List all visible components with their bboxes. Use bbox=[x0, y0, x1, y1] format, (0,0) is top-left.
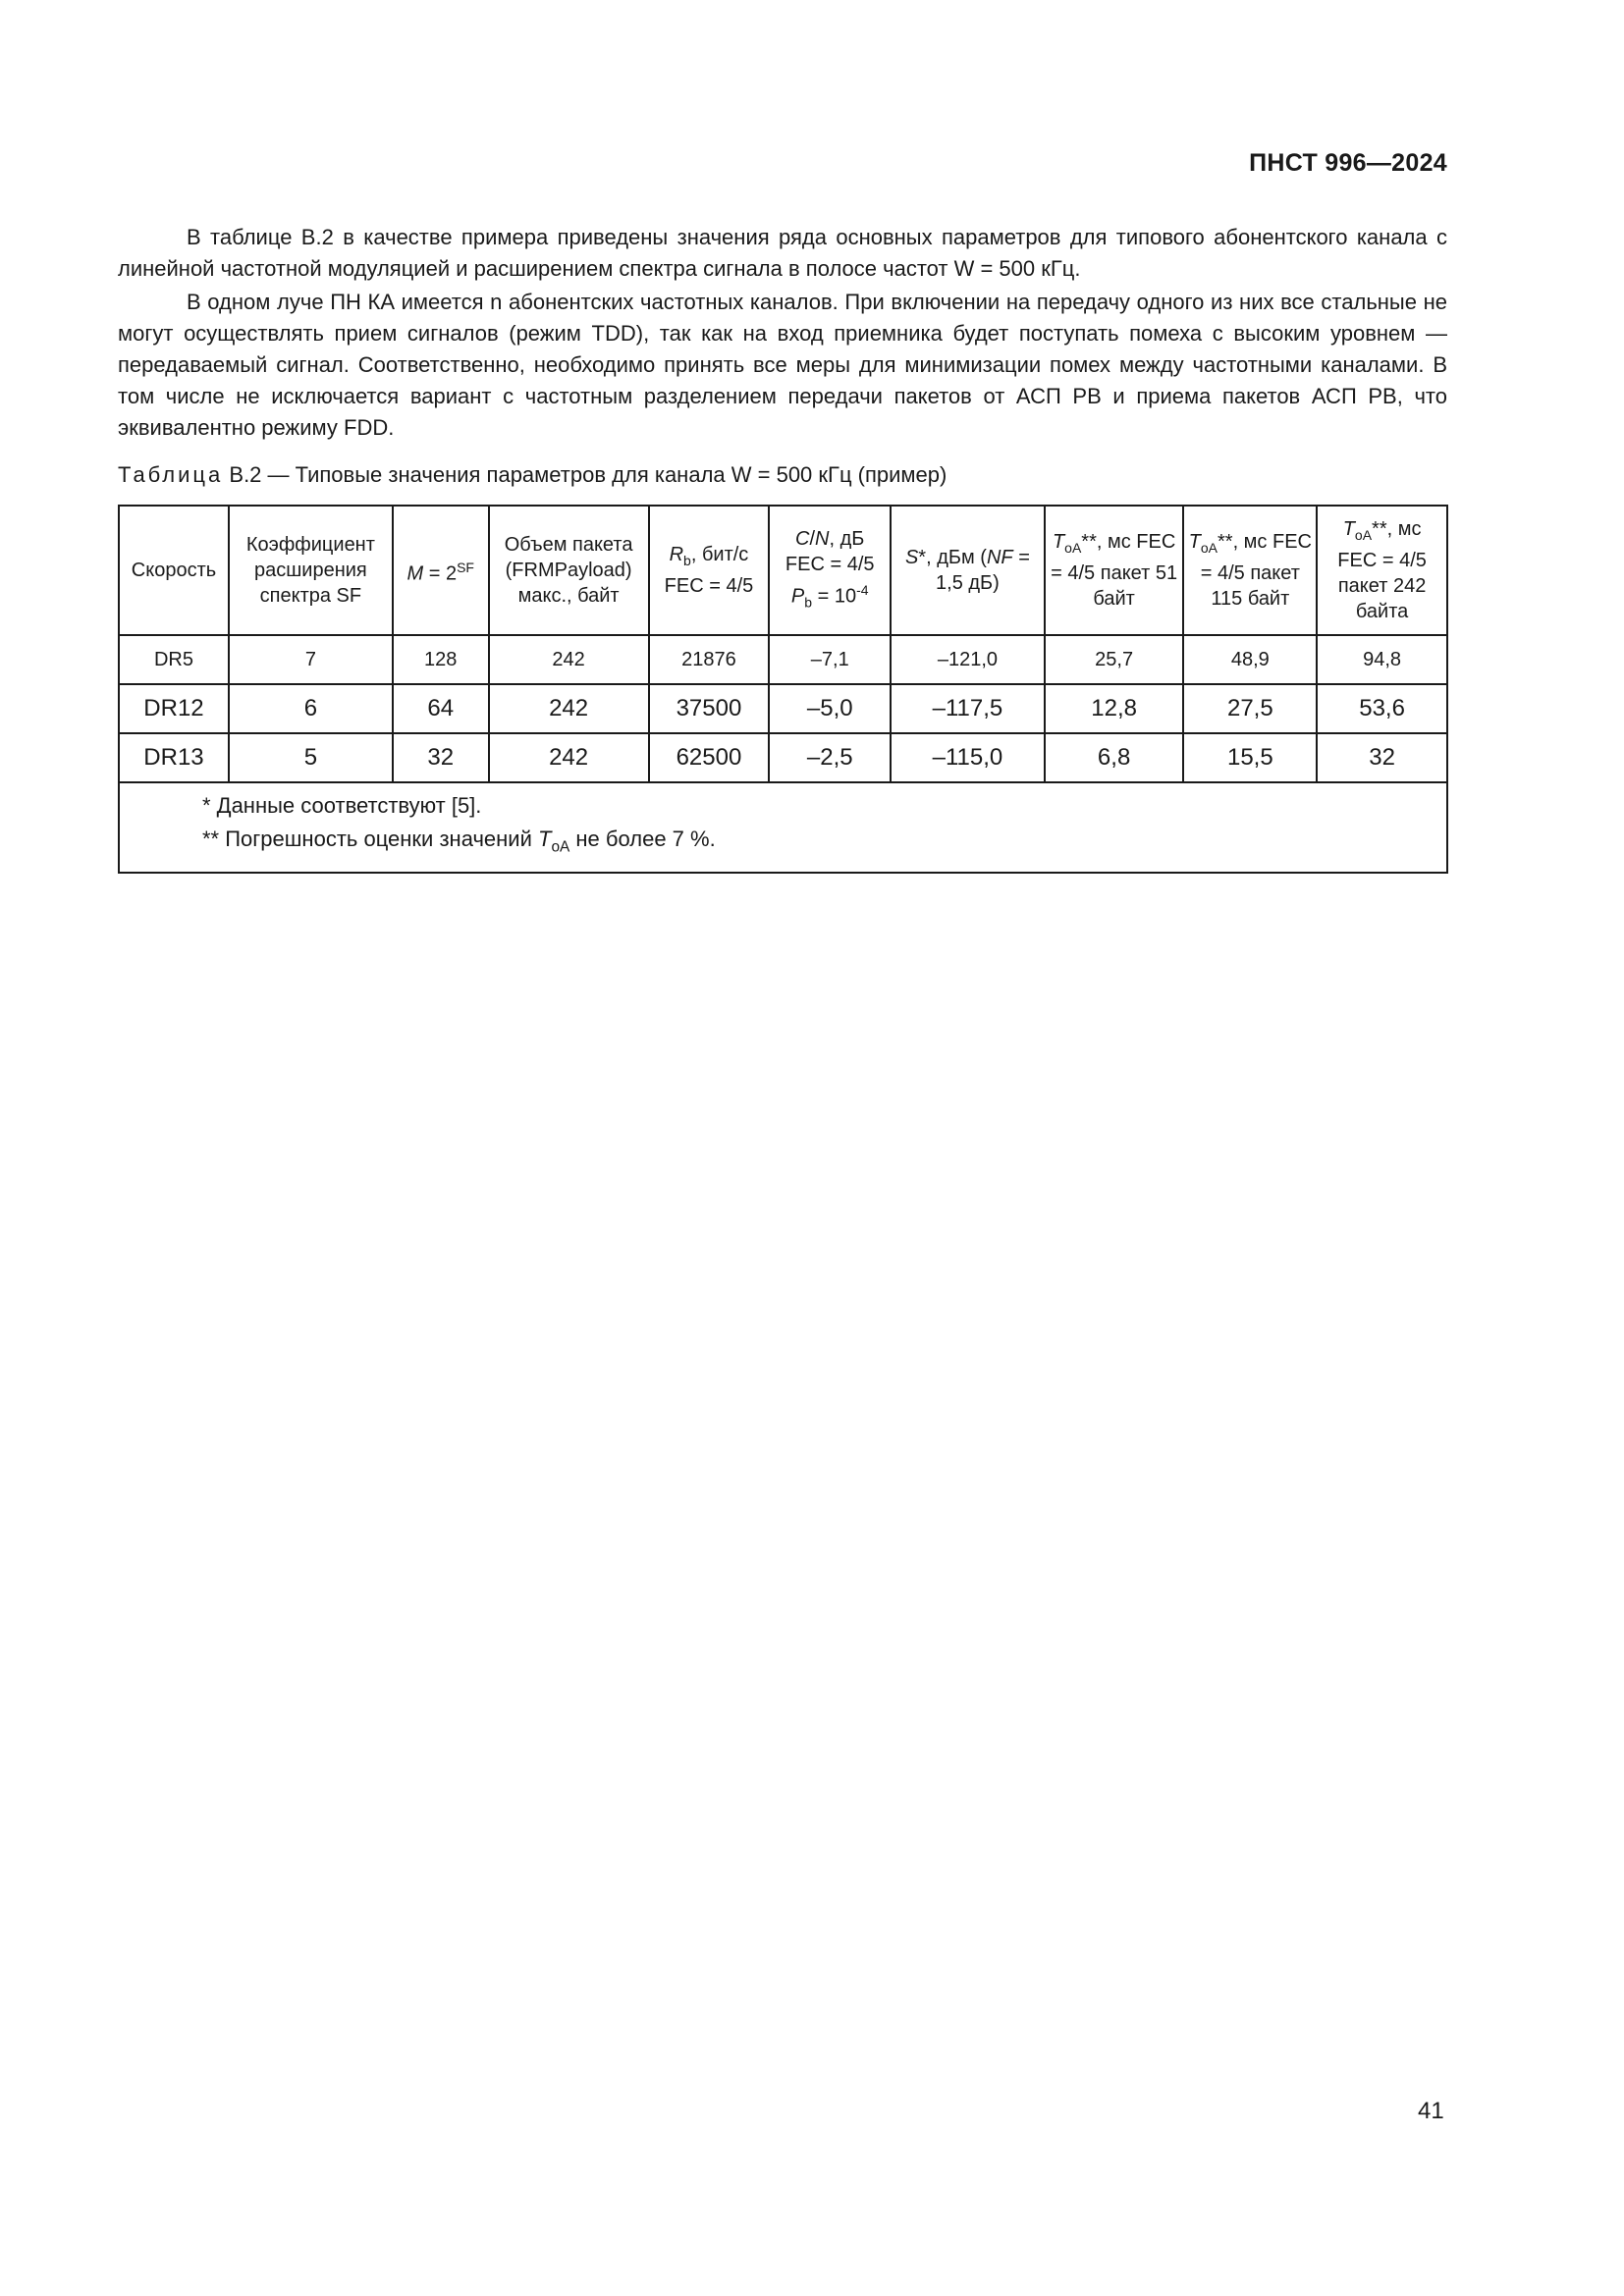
table-header-cell: $T_{oA}**$, мс FEC = 4/5 пакет 242 байта bbox=[1317, 506, 1447, 635]
table-header-cell: C/N, дБ FEC = 4/5 $P_b = 10^{-4}$ bbox=[769, 506, 891, 635]
table-row bbox=[119, 635, 1447, 684]
table-cell: 5 bbox=[229, 733, 393, 782]
table-cell: 21876 bbox=[649, 635, 770, 684]
table-cell: 94,8 bbox=[1317, 635, 1447, 684]
table-header-cell: Коэффициент расширения спектра SF bbox=[229, 506, 393, 635]
table-cell: 37500 bbox=[649, 684, 770, 733]
table-row bbox=[119, 684, 1447, 733]
document-code: ПНСТ 996—2024 bbox=[1249, 149, 1447, 177]
table-cell: 242 bbox=[489, 635, 649, 684]
table-cell: 7 bbox=[229, 635, 393, 684]
table-cell: 15,5 bbox=[1183, 733, 1317, 782]
table-cell: 62500 bbox=[649, 733, 770, 782]
table-header-cell: Скорость bbox=[119, 506, 229, 635]
table-cell: 32 bbox=[1317, 733, 1447, 782]
table-header-row bbox=[119, 506, 1447, 635]
table-header-cell: $M = 2^{SF}$ bbox=[393, 506, 489, 635]
table-cell: DR5 bbox=[119, 635, 229, 684]
table-cell: –5,0 bbox=[769, 684, 891, 733]
table-cell: –2,5 bbox=[769, 733, 891, 782]
table-cell: 27,5 bbox=[1183, 684, 1317, 733]
table-cell: –121,0 bbox=[891, 635, 1045, 684]
table-cell: 64 bbox=[393, 684, 489, 733]
table-cell: –7,1 bbox=[769, 635, 891, 684]
table-note: ** Погрешность оценки значений $T_{oA}$ не более 7 %. bbox=[202, 827, 716, 856]
table-row bbox=[119, 733, 1447, 782]
table-cell: 242 bbox=[489, 733, 649, 782]
table-cell: –115,0 bbox=[891, 733, 1045, 782]
table-cell: 6,8 bbox=[1045, 733, 1184, 782]
page-number: 41 bbox=[1418, 2098, 1444, 2124]
body-text bbox=[118, 222, 1447, 445]
table-cell: 6 bbox=[229, 684, 393, 733]
table-header-cell: $R_b$, бит/с FEC = 4/5 bbox=[649, 506, 770, 635]
table-cell: –117,5 bbox=[891, 684, 1045, 733]
table-header-cell: $T_{oA}**$, мс FEC = 4/5 пакет 115 байт bbox=[1183, 506, 1317, 635]
table-cell: 12,8 bbox=[1045, 684, 1184, 733]
table-cell: 48,9 bbox=[1183, 635, 1317, 684]
table-caption bbox=[118, 461, 947, 489]
table-cell: 53,6 bbox=[1317, 684, 1447, 733]
table-caption-lead: Таблица bbox=[118, 462, 224, 487]
table-header-cell: $T_{oA}**$, мс FEC = 4/5 пакет 51 байт bbox=[1045, 506, 1184, 635]
table-note: * Данные соответствуют [5]. bbox=[202, 793, 482, 818]
table-header-cell: Объем пакета (FRMPayload) макс., байт bbox=[489, 506, 649, 635]
table-cell: 25,7 bbox=[1045, 635, 1184, 684]
table-caption-text: В.2 — Типовые значения параметров для канала W = 500 кГц (пример) bbox=[229, 462, 947, 487]
parameters-table bbox=[118, 505, 1448, 874]
table-cell: DR12 bbox=[119, 684, 229, 733]
paragraph-1: В таблице В.2 в качестве примера приведены значения ряда основных параметров для типового абонентского канала с линейной частотной модуляцией и расширением спектра сигнала в полосе частот W = 500 кГц. bbox=[118, 225, 1447, 281]
table-cell: DR13 bbox=[119, 733, 229, 782]
table-cell: 242 bbox=[489, 684, 649, 733]
table-cell: 32 bbox=[393, 733, 489, 782]
paragraph-2: В одном луче ПН КА имеется n абонентских частотных каналов. При включении на передачу одного из них все стальные не могут осуществлять прием сигналов (режим TDD), так как на вход приемника будет поступать помеха с высоким уровнем — передаваемый сигнал. Соответственно, необходимо принять все меры для минимизации помех между частотными каналами. В том числе не исключается вариант с частотным разделением передачи пакетов от АСП РВ и приема пакетов АСП РВ, что эквивалентно режиму FDD. bbox=[118, 290, 1447, 440]
table-cell: 128 bbox=[393, 635, 489, 684]
table-notes bbox=[119, 782, 1447, 873]
table-header-cell: S*, дБм (NF = 1,5 дБ) bbox=[891, 506, 1045, 635]
